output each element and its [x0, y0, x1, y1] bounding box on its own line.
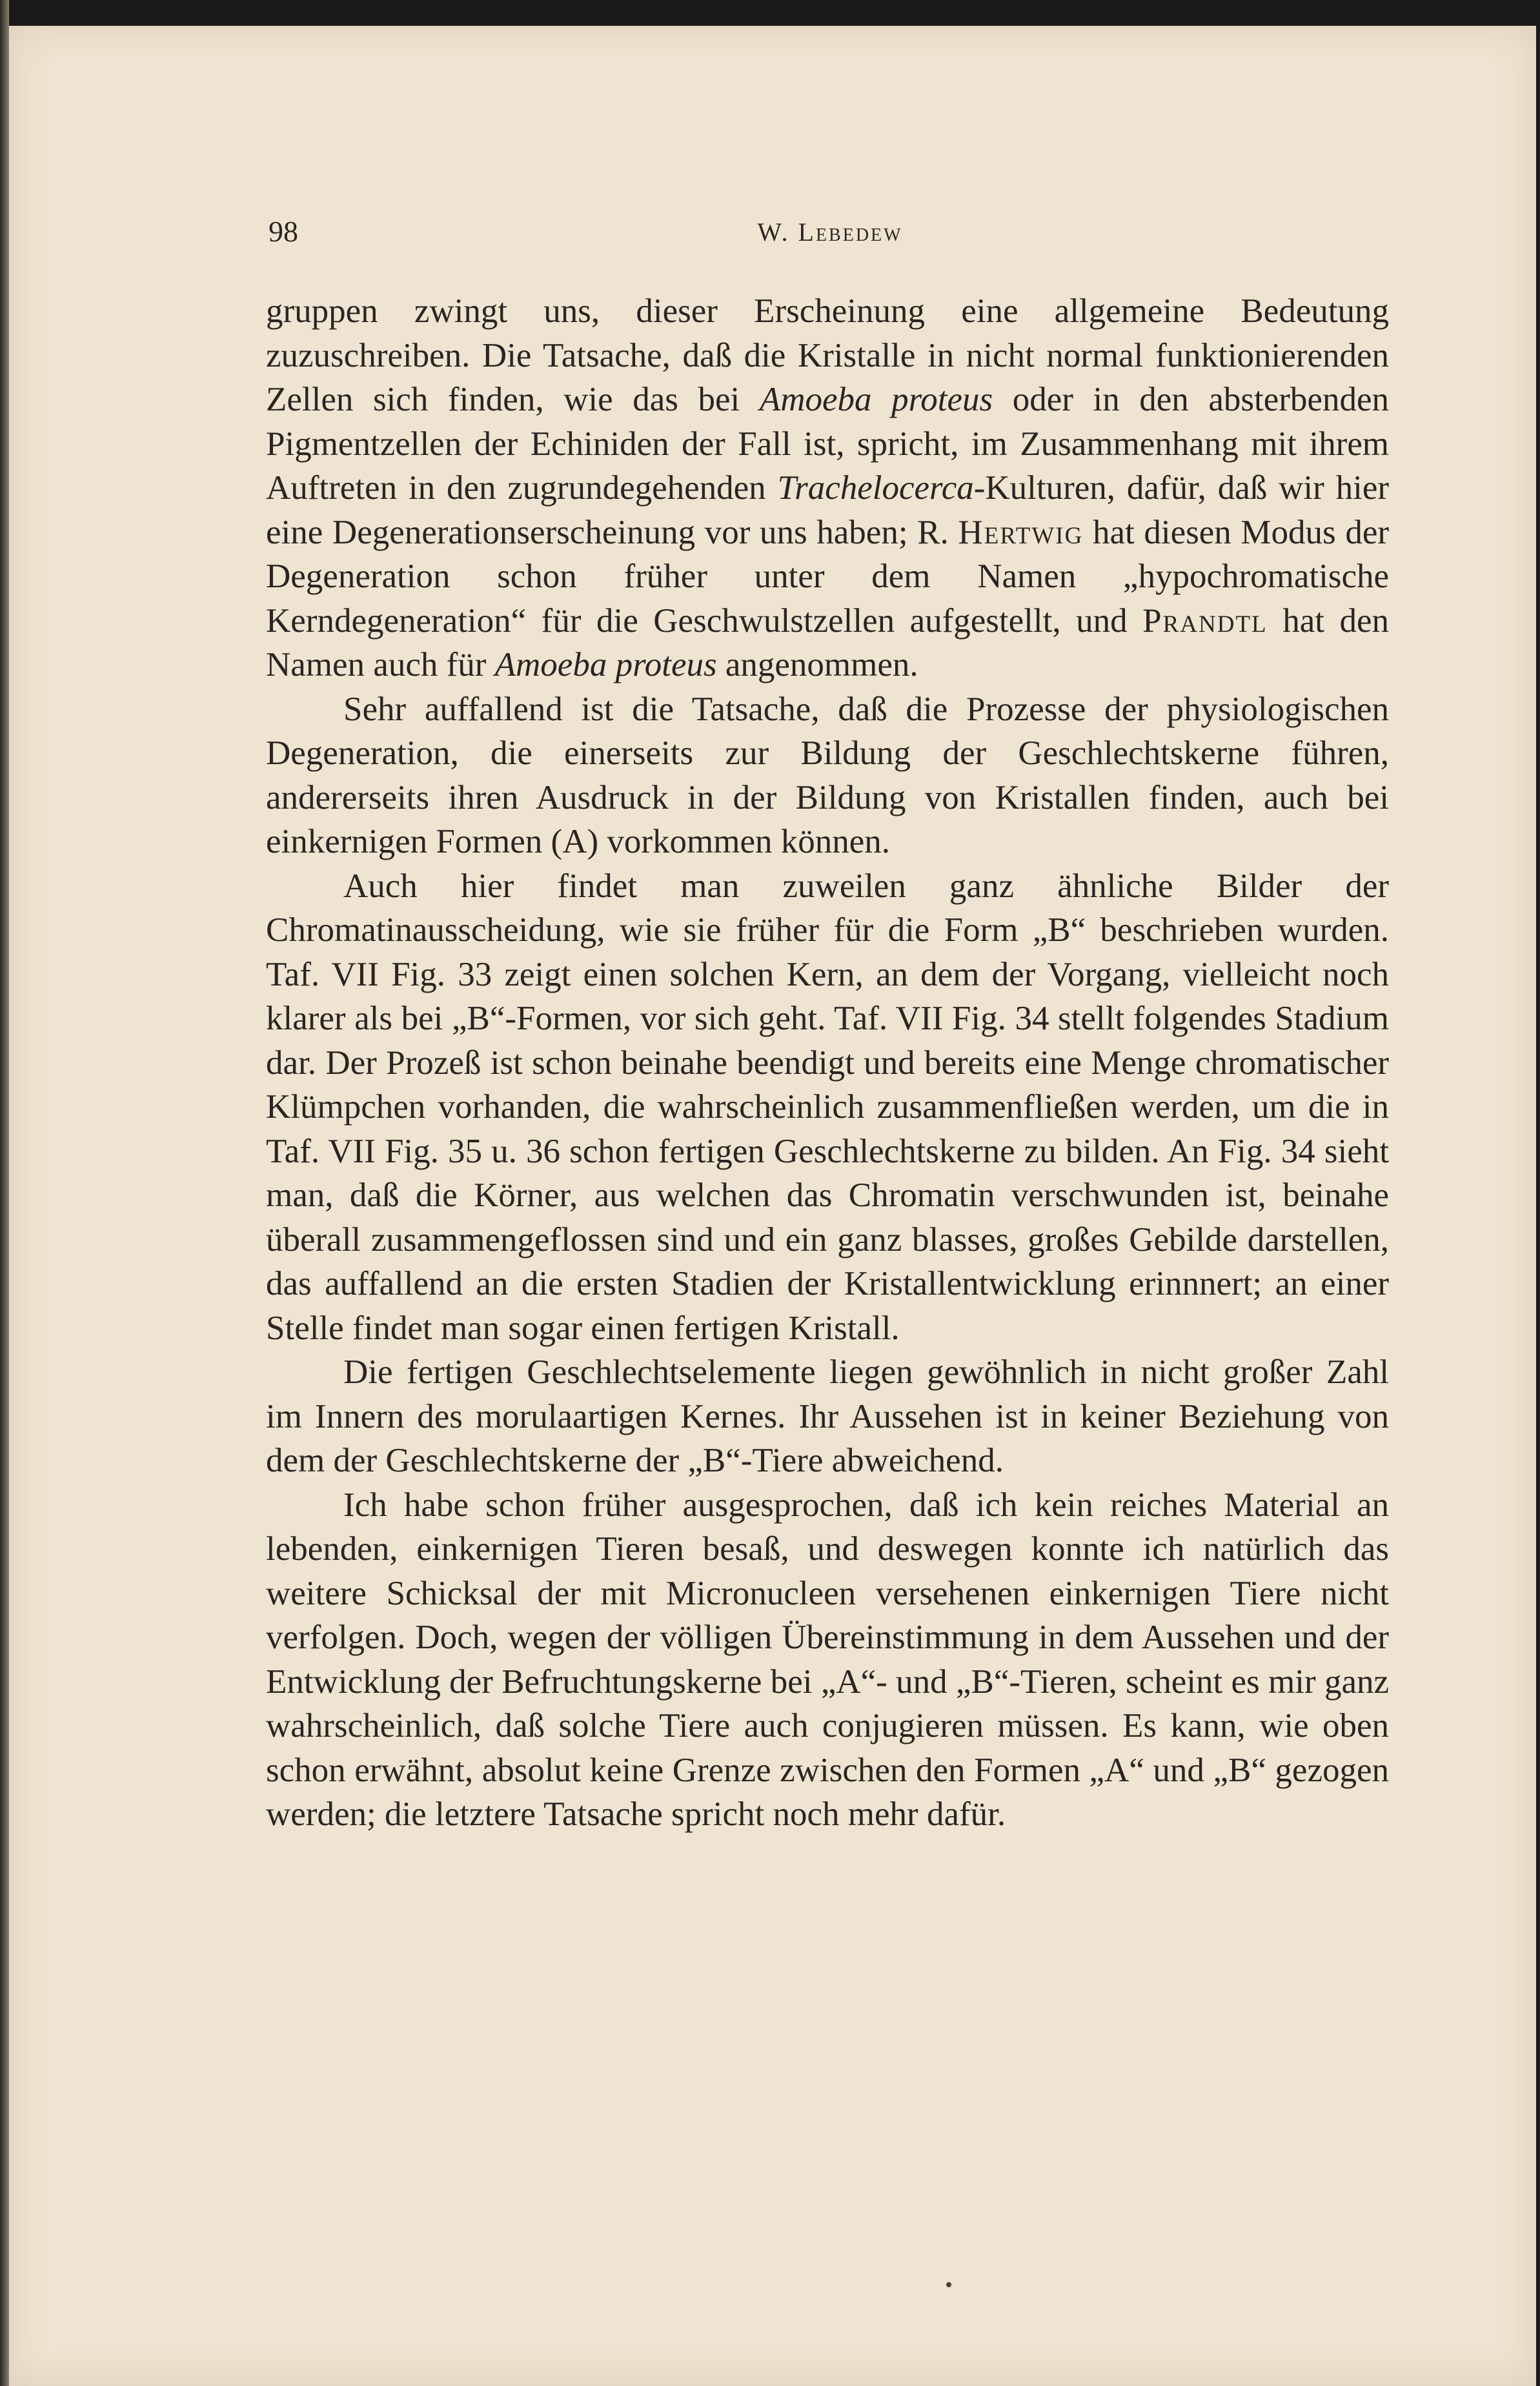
text-run: Die fertigen Geschlechtselemente liegen gewöhnlich in nicht großer Zahl im Innern des morulaartigen Kernes. Ihr Aussehen ist in keiner Beziehung von dem der Geschlechtskerne der „B“-Tiere abweichend.	[266, 1353, 1389, 1479]
paragraph	[266, 1483, 1389, 1837]
paper-speck	[946, 2282, 951, 2287]
author-name: Hertwig	[958, 513, 1084, 551]
text-run: Ich habe schon früher ausgesprochen, daß ich kein reiches Material an lebenden, einkernigen Tieren besaß, und deswegen konnte ich natürlich das weitere Schicksal der mit Micronucleen versehenen einkernigen Tiere nicht verfolgen. Doch, wegen der völligen Übereinstimmung in dem Aussehen und der Entwicklung der Befruchtungskerne bei „A“- und „B“-Tieren, scheint es mir ganz wahrscheinlich, daß solche Tiere auch conjugieren müssen. Es kann, wie oben schon erwähnt, absolut keine Grenze zwischen den Formen „A“ und „B“ gezogen werden; die letztere Tatsache spricht noch mehr dafür.	[266, 1486, 1389, 1833]
page-number: 98	[268, 215, 298, 248]
text-run: Auch hier findet man zuweilen ganz ähnliche Bilder der Chromatinausscheidung, wie sie früher für die Form „B“ beschrieben wurden. Taf. VII Fig. 33 zeigt einen solchen Kern, an dem der Vorgang, vielleicht noch klarer als bei „B“-Formen, vor sich geht. Taf. VII Fig. 34 stellt folgendes Stadium dar. Der Prozeß ist schon beinahe beendigt und bereits eine Menge chromatischer Klümpchen vorhanden, die wahrscheinlich zusammenfließen werden, um die in Taf. VII Fig. 35 u. 36 schon fertigen Geschlechtskerne zu bilden. An Fig. 34 sieht man, daß die Körner, aus welchen das Chromatin verschwunden ist, beinahe überall zusammengeflossen sind und ein ganz blasses, großes Gebilde darstellen, das auffallend an die ersten Stadien der Kristallentwicklung erinnnert; an einer Stelle findet man sogar einen fertigen Kristall.	[266, 867, 1389, 1347]
author-name: Prandtl	[1142, 602, 1268, 640]
text-run: hat diesen Modus der Degeneration schon früher unter dem Namen „hypochromatische Kerndegeneration“ für die Geschwulstzellen aufgestellt, und	[266, 513, 1389, 640]
italic-text: Amoeba proteus	[759, 381, 993, 418]
text-run: -Kulturen, dafür, daß wir hier eine Degenerationserscheinung vor uns haben; R.	[266, 469, 1389, 551]
paragraph	[266, 687, 1389, 864]
text-run: hat den Namen auch für	[266, 602, 1389, 683]
text-run: Sehr auffallend ist die Tatsache, daß die Prozesse der physiologischen Degeneration, die einerseits zur Bildung der Geschlechtskerne führen, andererseits ihren Ausdruck in der Bildung von Kristallen finden, auch bei einkernigen Formen (A) vorkommen können.	[266, 690, 1389, 860]
body-text	[266, 289, 1389, 1837]
paragraph	[266, 289, 1389, 687]
italic-text: Amoeba proteus	[494, 646, 717, 683]
running-head: W. Lebedew	[757, 217, 903, 247]
paragraph	[266, 1350, 1389, 1483]
page-header	[268, 214, 1392, 266]
paragraph	[266, 864, 1389, 1351]
text-run: oder in den absterbenden Pigmentzellen der Echiniden der Fall ist, spricht, im Zusammenhang mit ihrem Auftreten in den zugrundegehenden	[266, 381, 1389, 507]
italic-text: Trachelocerca	[777, 469, 974, 507]
text-run: gruppen zwingt uns, dieser Erscheinung eine allgemeine Bedeutung zuzuschreiben. Die Tatsache, daß die Kristalle in nicht normal funktionierenden Zellen sich finden, wie das bei	[266, 292, 1389, 418]
text-run: angenommen.	[716, 646, 918, 683]
page-edge	[0, 0, 9, 2386]
